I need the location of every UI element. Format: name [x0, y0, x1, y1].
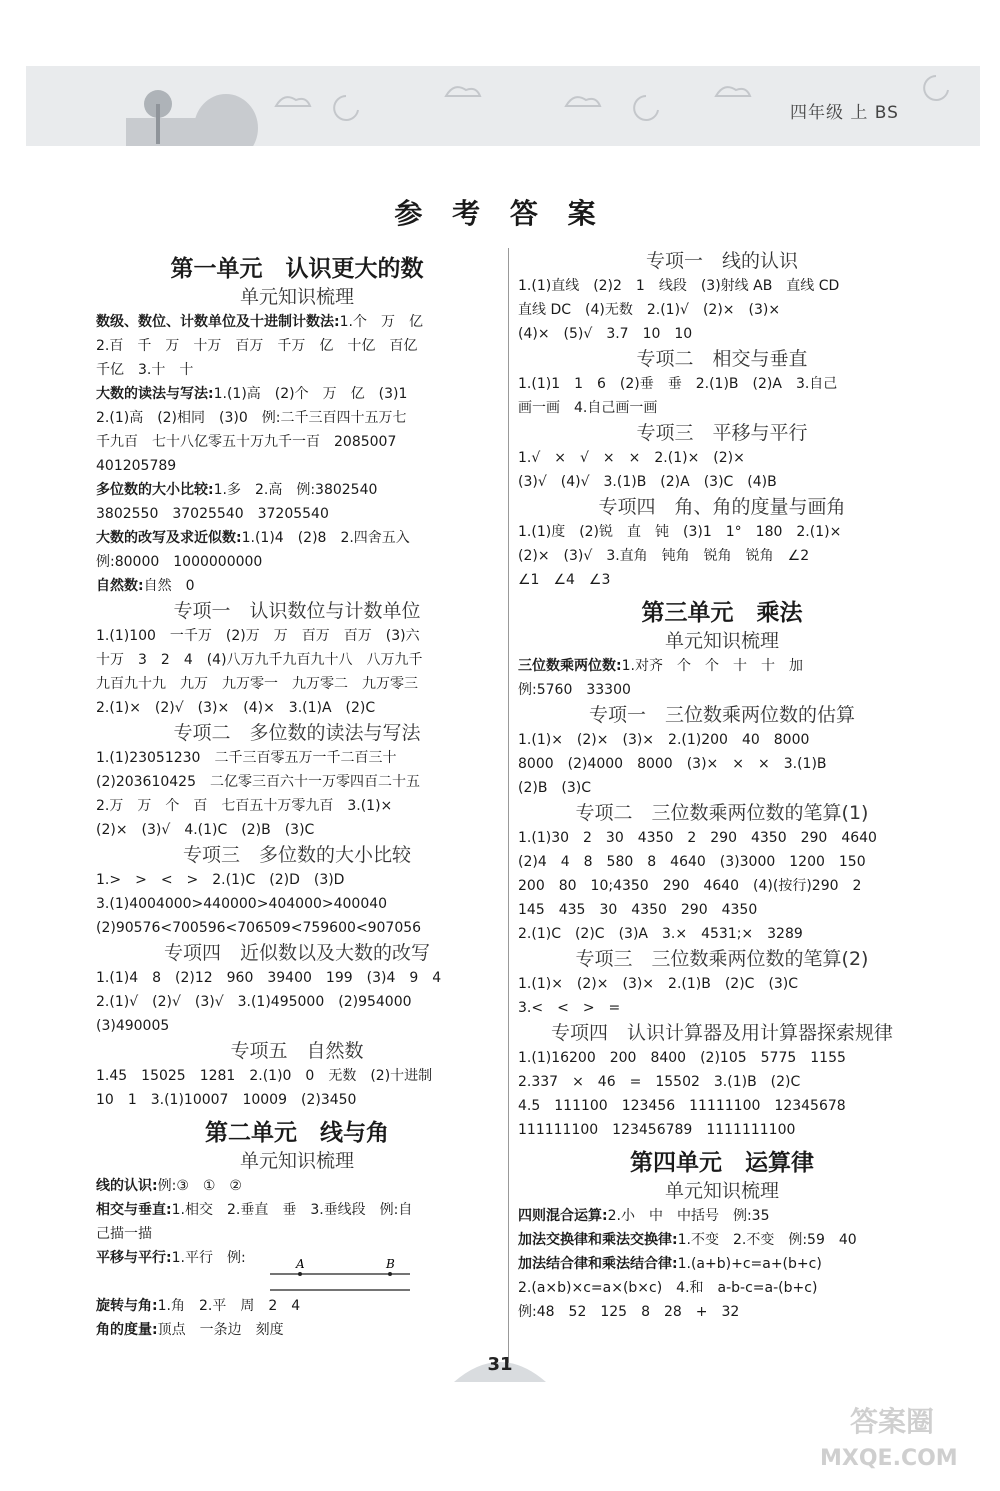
right-column [518, 248, 926, 1324]
section-heading: 单元知识梳理 [664, 1180, 779, 1202]
section-heading: 单元知识梳理 [239, 1150, 354, 1172]
parallel-lines-figure [270, 1252, 420, 1292]
answer-line [96, 526, 498, 550]
topic-label: 四则混合运算: [518, 1208, 608, 1224]
answer-line: 1.√ × √ × × 2.(1)× (2)× [518, 450, 745, 466]
answer-line: 画一画 4.自己画一画 [518, 400, 658, 416]
answer-line: 3.(1)4004000>440000>404000>400040 [96, 896, 388, 912]
answer-text: 1.角 2.平 周 2 4 [157, 1298, 301, 1314]
topic-label: 旋转与角: [96, 1298, 158, 1314]
section-heading: 专项二 多位数的读法与写法 [173, 722, 421, 744]
answer-line: (4)× (5)√ 3.7 10 10 [518, 326, 693, 342]
answer-line: (2)× (3)√ 3.直角 钝角 锐角 锐角 ∠2 [518, 548, 810, 564]
section-heading: 专项二 三位数乘两位数的笔算(1) [575, 802, 869, 824]
answer-line: 1.(1)23051230 二千三百零五万一千二百三十 [96, 750, 397, 766]
answer-line: 2.(1)√ (2)√ (3)√ 3.(1)495000 (2)954000 [96, 994, 412, 1010]
answer-line [96, 1198, 498, 1222]
answer-line: 千九百 七十八亿零五十万九千一百 2085007 [96, 434, 397, 450]
answer-line: 2.(1)C (2)C (3)A 3.× 4531;× 3289 [518, 926, 803, 942]
answer-line [96, 478, 498, 502]
watermark-url: MXQE.COM [820, 1446, 958, 1471]
answer-line: 例:5760 33300 [518, 682, 631, 698]
section-heading: 专项二 相交与垂直 [636, 348, 808, 370]
page-number: 31 [487, 1354, 513, 1375]
answer-line: ∠1 ∠4 ∠3 [518, 572, 611, 588]
topic-label: 三位数乘两位数: [518, 658, 622, 674]
answer-line: 1.(1)度 (2)锐 直 钝 (3)1 1° 180 2.(1)× [518, 524, 842, 540]
answer-line [96, 574, 498, 598]
answer-line: 1.> > < > 2.(1)C (2)D (3)D [96, 872, 345, 888]
topic-label: 平移与平行: [96, 1250, 172, 1266]
answer-line: 1.(1)30 2 30 4350 2 290 4350 290 4640 [518, 830, 877, 846]
page-title: 参 考 答 案 [394, 197, 606, 230]
answer-line: 1.(1)100 一千万 (2)万 万 百万 百万 (3)六 [96, 628, 420, 644]
section-heading: 专项一 线的认识 [645, 250, 798, 272]
point-a-label: A [296, 1257, 305, 1271]
answer-line: 111111100 123456789 1111111100 [518, 1122, 796, 1138]
left-column [96, 248, 498, 1342]
topic-label: 自然数: [96, 578, 144, 594]
topic-label: 大数的改写及求近似数: [96, 530, 242, 546]
answer-text: 1.(1)高 (2)个 万 亿 (3)1 [213, 386, 408, 402]
answer-line: 例:48 52 125 8 28 + 32 [518, 1304, 740, 1320]
answer-line [96, 1174, 498, 1198]
topic-label: 加法结合律和乘法结合律: [518, 1256, 678, 1272]
topic-label: 数级、数位、计数单位及十进制计数法: [96, 314, 340, 330]
answer-line: (2)× (3)√ 4.(1)C (2)B (3)C [96, 822, 315, 838]
answer-line: 200 80 10;4350 290 4640 (4)(按行)290 2 [518, 878, 862, 894]
answer-line [518, 1204, 926, 1228]
section-heading: 专项四 认识计算器及用计算器探索规律 [550, 1022, 893, 1044]
section-heading: 专项一 三位数乘两位数的估算 [588, 704, 855, 726]
section-heading: 专项五 自然数 [230, 1040, 364, 1062]
topic-label: 线的认识: [96, 1178, 158, 1194]
answer-line: 2.百 千 万 十万 百万 千万 亿 十亿 百亿 [96, 338, 418, 354]
page-number-badge [450, 1348, 550, 1388]
answer-text: 1.多 2.高 例:3802540 [213, 482, 378, 498]
answer-line: 1.(1)1 1 6 (2)垂 垂 2.(1)B (2)A 3.自己 [518, 376, 838, 392]
answer-line: 十万 3 2 4 (4)八万九千九百九十八 八万九千 [96, 652, 423, 668]
topic-label: 相交与垂直: [96, 1202, 172, 1218]
answer-line: (2)B (3)C [518, 780, 592, 796]
section-heading: 专项三 三位数乘两位数的笔算(2) [575, 948, 869, 970]
answer-line: (3)490005 [96, 1018, 170, 1034]
answer-line: (2)90576<700596<706509<759600<907056 [96, 920, 422, 936]
section-heading: 专项一 认识数位与计数单位 [173, 600, 421, 622]
answer-text: 1.相交 2.垂直 垂 3.垂线段 例:自 [171, 1202, 413, 1218]
answer-text: 1.个 万 亿 [339, 314, 423, 330]
section-heading: 专项四 近似数以及大数的改写 [163, 942, 430, 964]
answer-line: 2.(a×b)×c=a×(b×c) 4.和 a-b-c=a-(b+c) [518, 1280, 818, 1296]
answer-line [96, 310, 498, 334]
section-heading: 专项四 角、角的度量与画角 [598, 496, 846, 518]
answer-line: 己描一描 [96, 1226, 152, 1242]
answer-line: 145 435 30 4350 290 4350 [518, 902, 758, 918]
section-heading: 单元知识梳理 [239, 286, 354, 308]
answer-line: 例:80000 1000000000 [96, 554, 263, 570]
watermark-logo: 答案圈 [850, 1405, 935, 1438]
answer-text: 例:③ ① ② [157, 1178, 242, 1194]
answer-line: 2.337 × 46 = 15502 3.(1)B (2)C [518, 1074, 801, 1090]
unit-heading: 第三单元 乘法 [641, 599, 803, 626]
answer-text: 顶点 一条边 刻度 [157, 1322, 284, 1338]
column-divider [508, 248, 509, 1368]
topic-label: 加法交换律和乘法交换律: [518, 1232, 678, 1248]
unit-heading: 第一单元 认识更大的数 [170, 255, 424, 282]
answer-line: 1.(1)16200 200 8400 (2)105 5775 1155 [518, 1050, 846, 1066]
answer-text: 1.平行 例: [171, 1250, 246, 1266]
answer-line [96, 1318, 498, 1342]
answer-line [518, 1252, 926, 1276]
answer-line [518, 1228, 926, 1252]
answer-line: 1.(1)直线 (2)2 1 线段 (3)射线 AB 直线 CD [518, 278, 840, 294]
answer-line: 2.(1)× (2)√ (3)× (4)× 3.(1)A (2)C [96, 700, 376, 716]
section-heading: 单元知识梳理 [664, 630, 779, 652]
answer-line: (2)203610425 二亿零三百六十一万零四百二十五 [96, 774, 420, 790]
answer-text: 自然 0 [143, 578, 195, 594]
answer-line: 1.45 15025 1281 2.(1)0 0 无数 (2)十进制 [96, 1068, 433, 1084]
answer-line: (2)4 4 8 580 8 4640 (3)3000 1200 150 [518, 854, 866, 870]
answer-line: 4.5 111100 123456 11111100 12345678 [518, 1098, 846, 1114]
topic-label: 多位数的大小比较: [96, 482, 214, 498]
unit-heading: 第四单元 运算律 [630, 1149, 814, 1176]
answer-line: 直线 DC (4)无数 2.(1)√ (2)× (3)× [518, 302, 781, 318]
section-heading: 专项三 多位数的大小比较 [182, 844, 411, 866]
point-b-label: B [386, 1257, 395, 1271]
answer-line: 千亿 3.十 十 [96, 362, 194, 378]
answer-line: 8000 (2)4000 8000 (3)× × × 3.(1)B [518, 756, 827, 772]
answer-text: 2.小 中 中括号 例:35 [607, 1208, 770, 1224]
topic-label: 大数的读法与写法: [96, 386, 214, 402]
answer-line [96, 382, 498, 406]
answer-line: 1.(1)× (2)× (3)× 2.(1)B (2)C (3)C [518, 976, 799, 992]
answer-line: 九百九十九 九万 九万零一 九万零二 九万零三 [96, 676, 418, 692]
answer-line: 10 1 3.(1)10007 10009 (2)3450 [96, 1092, 357, 1108]
answer-text: 1.对齐 个 个 十 十 加 [621, 658, 803, 674]
answer-line: 3.< < > = [518, 1000, 621, 1016]
grade-label: 四年级 上 BS [790, 103, 899, 123]
section-heading: 专项三 平移与平行 [636, 422, 808, 444]
answer-line: (3)√ (4)√ 3.(1)B (2)A (3)C (4)B [518, 474, 777, 490]
answer-text: 1.(a+b)+c=a+(b+c) [677, 1256, 822, 1272]
answer-text: 1.不变 2.不变 例:59 40 [677, 1232, 857, 1248]
answer-line [518, 654, 926, 678]
answer-line: 2.万 万 个 百 七百五十万零九百 3.(1)× [96, 798, 393, 814]
answer-line: 1.(1)4 8 (2)12 960 39400 199 (3)4 9 4 [96, 970, 442, 986]
answer-line [96, 1294, 498, 1318]
answer-line: 401205789 [96, 458, 177, 474]
topic-label: 角的度量: [96, 1322, 158, 1338]
answer-line: 1.(1)× (2)× (3)× 2.(1)200 40 8000 [518, 732, 810, 748]
answer-text: 1.(1)4 (2)8 2.四舍五入 [241, 530, 410, 546]
unit-heading: 第二单元 线与角 [205, 1119, 389, 1146]
answer-line: 2.(1)高 (2)相同 (3)0 例:二千三百四十五万七 [96, 410, 407, 426]
answer-line: 3802550 37025540 37205540 [96, 506, 329, 522]
